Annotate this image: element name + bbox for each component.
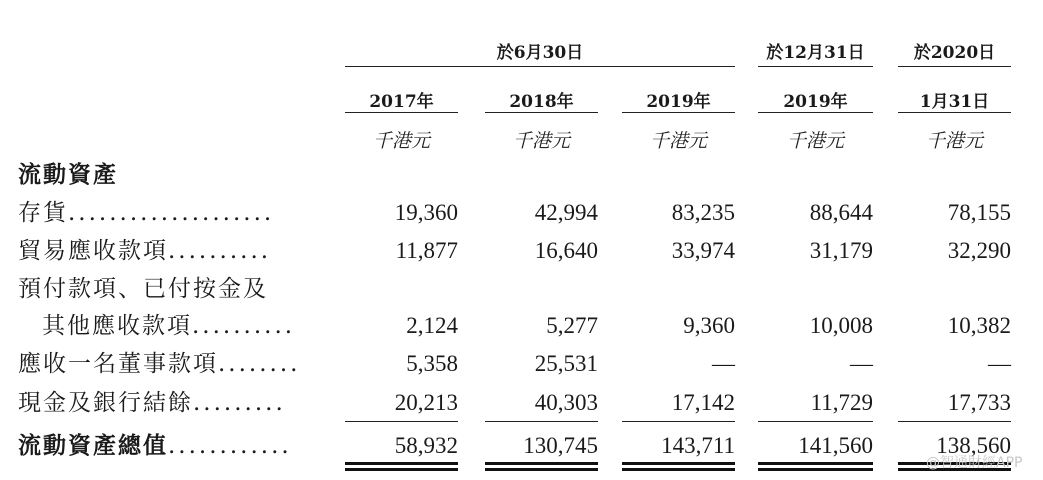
watermark: @智通財經APP [926, 455, 1023, 471]
header-group-jan: 於2020日 [913, 43, 996, 63]
total-leader: ............ [168, 433, 292, 459]
column-unit-4: 千港元 [786, 130, 844, 152]
row-label-text: 現金及銀行結餘 [18, 390, 193, 416]
row-label-text: 應收一名董事款項 [18, 351, 218, 377]
table-cell: 32,290 [947, 238, 1011, 263]
column-unit-5: 千港元 [925, 130, 983, 152]
column-header-1-rule [345, 112, 458, 113]
double-underline [758, 462, 873, 471]
column-header-2-rule [485, 112, 598, 113]
column-unit-1: 千港元 [372, 130, 430, 152]
table-cell: 19,360 [394, 200, 458, 225]
row-label-text: 其他應收款項 [42, 313, 192, 339]
total-cell: 138,560 [936, 433, 1011, 458]
table-cell: 88,644 [809, 200, 873, 225]
table-cell: 33,974 [671, 238, 735, 263]
column-unit-2: 千港元 [512, 130, 570, 152]
table-cell: 78,155 [947, 200, 1011, 225]
table-cell: — [988, 351, 1011, 376]
table-cell: 5,358 [406, 351, 458, 376]
double-underline [622, 462, 735, 471]
table-cell: 16,640 [534, 238, 598, 263]
table-cell: 83,235 [671, 200, 735, 225]
column-header-2: 2018年 [509, 92, 574, 112]
header-group-dec: 於12月31日 [766, 43, 865, 63]
column-header-3: 2019年 [646, 92, 711, 112]
subtotal-rule [622, 421, 735, 422]
table-cell: — [712, 351, 735, 376]
column-header-1: 2017年 [369, 92, 434, 112]
total-cell: 141,560 [798, 433, 873, 458]
header-group-june-rule [345, 66, 735, 67]
row-leader: ......... [193, 390, 286, 416]
total-label-text: 流動資產總值 [18, 432, 168, 459]
subtotal-rule [485, 421, 598, 422]
row-leader: .......... [192, 313, 296, 339]
row-label [42, 311, 295, 341]
subtotal-rule [758, 421, 873, 422]
total-row-label [18, 431, 292, 461]
header-group-june: 於6月30日 [496, 43, 584, 63]
table-cell: 25,531 [534, 351, 598, 376]
table-cell: 5,277 [546, 313, 598, 338]
column-header-3-rule [622, 112, 735, 113]
table-cell: 2,124 [406, 313, 458, 338]
column-header-5-rule [898, 112, 1011, 113]
row-leader: .......... [168, 238, 272, 264]
row-leader: .................... [68, 200, 275, 226]
table-cell: 17,733 [947, 390, 1011, 415]
total-cell: 130,745 [523, 433, 598, 458]
table-cell: 11,729 [810, 390, 873, 415]
column-header-4-rule [758, 112, 873, 113]
table-cell: 42,994 [534, 200, 598, 225]
table-cell: 17,142 [671, 390, 735, 415]
row-label [18, 236, 271, 266]
table-cell: 11,877 [395, 238, 458, 263]
header-group-dec-rule [758, 66, 873, 67]
row-label-text: 貿易應收款項 [18, 238, 168, 264]
section-title: 流動資產 [18, 161, 118, 188]
table-cell: 10,008 [809, 313, 873, 338]
double-underline [345, 462, 458, 471]
total-cell: 143,711 [661, 433, 735, 458]
table-cell: 10,382 [947, 313, 1011, 338]
row-label-text: 存貨 [18, 200, 68, 226]
table-cell: 31,179 [809, 238, 873, 263]
subtotal-rule [345, 421, 458, 422]
table-cell: — [850, 351, 873, 376]
total-cell: 58,932 [394, 433, 458, 458]
double-underline [485, 462, 598, 471]
table-cell: 40,303 [534, 390, 598, 415]
column-unit-3: 千港元 [649, 130, 707, 152]
row-label [18, 388, 286, 418]
row-label [18, 274, 268, 304]
header-group-jan-rule [898, 66, 1011, 67]
row-label [18, 349, 301, 379]
column-header-4: 2019年 [783, 92, 848, 112]
column-header-5: 1月31日 [919, 92, 990, 112]
row-leader: ........ [218, 351, 301, 377]
subtotal-rule [898, 421, 1011, 422]
table-cell: 20,213 [394, 390, 458, 415]
row-label-text: 預付款項、已付按金及 [18, 276, 268, 302]
row-label [18, 198, 274, 228]
table-cell: 9,360 [683, 313, 735, 338]
